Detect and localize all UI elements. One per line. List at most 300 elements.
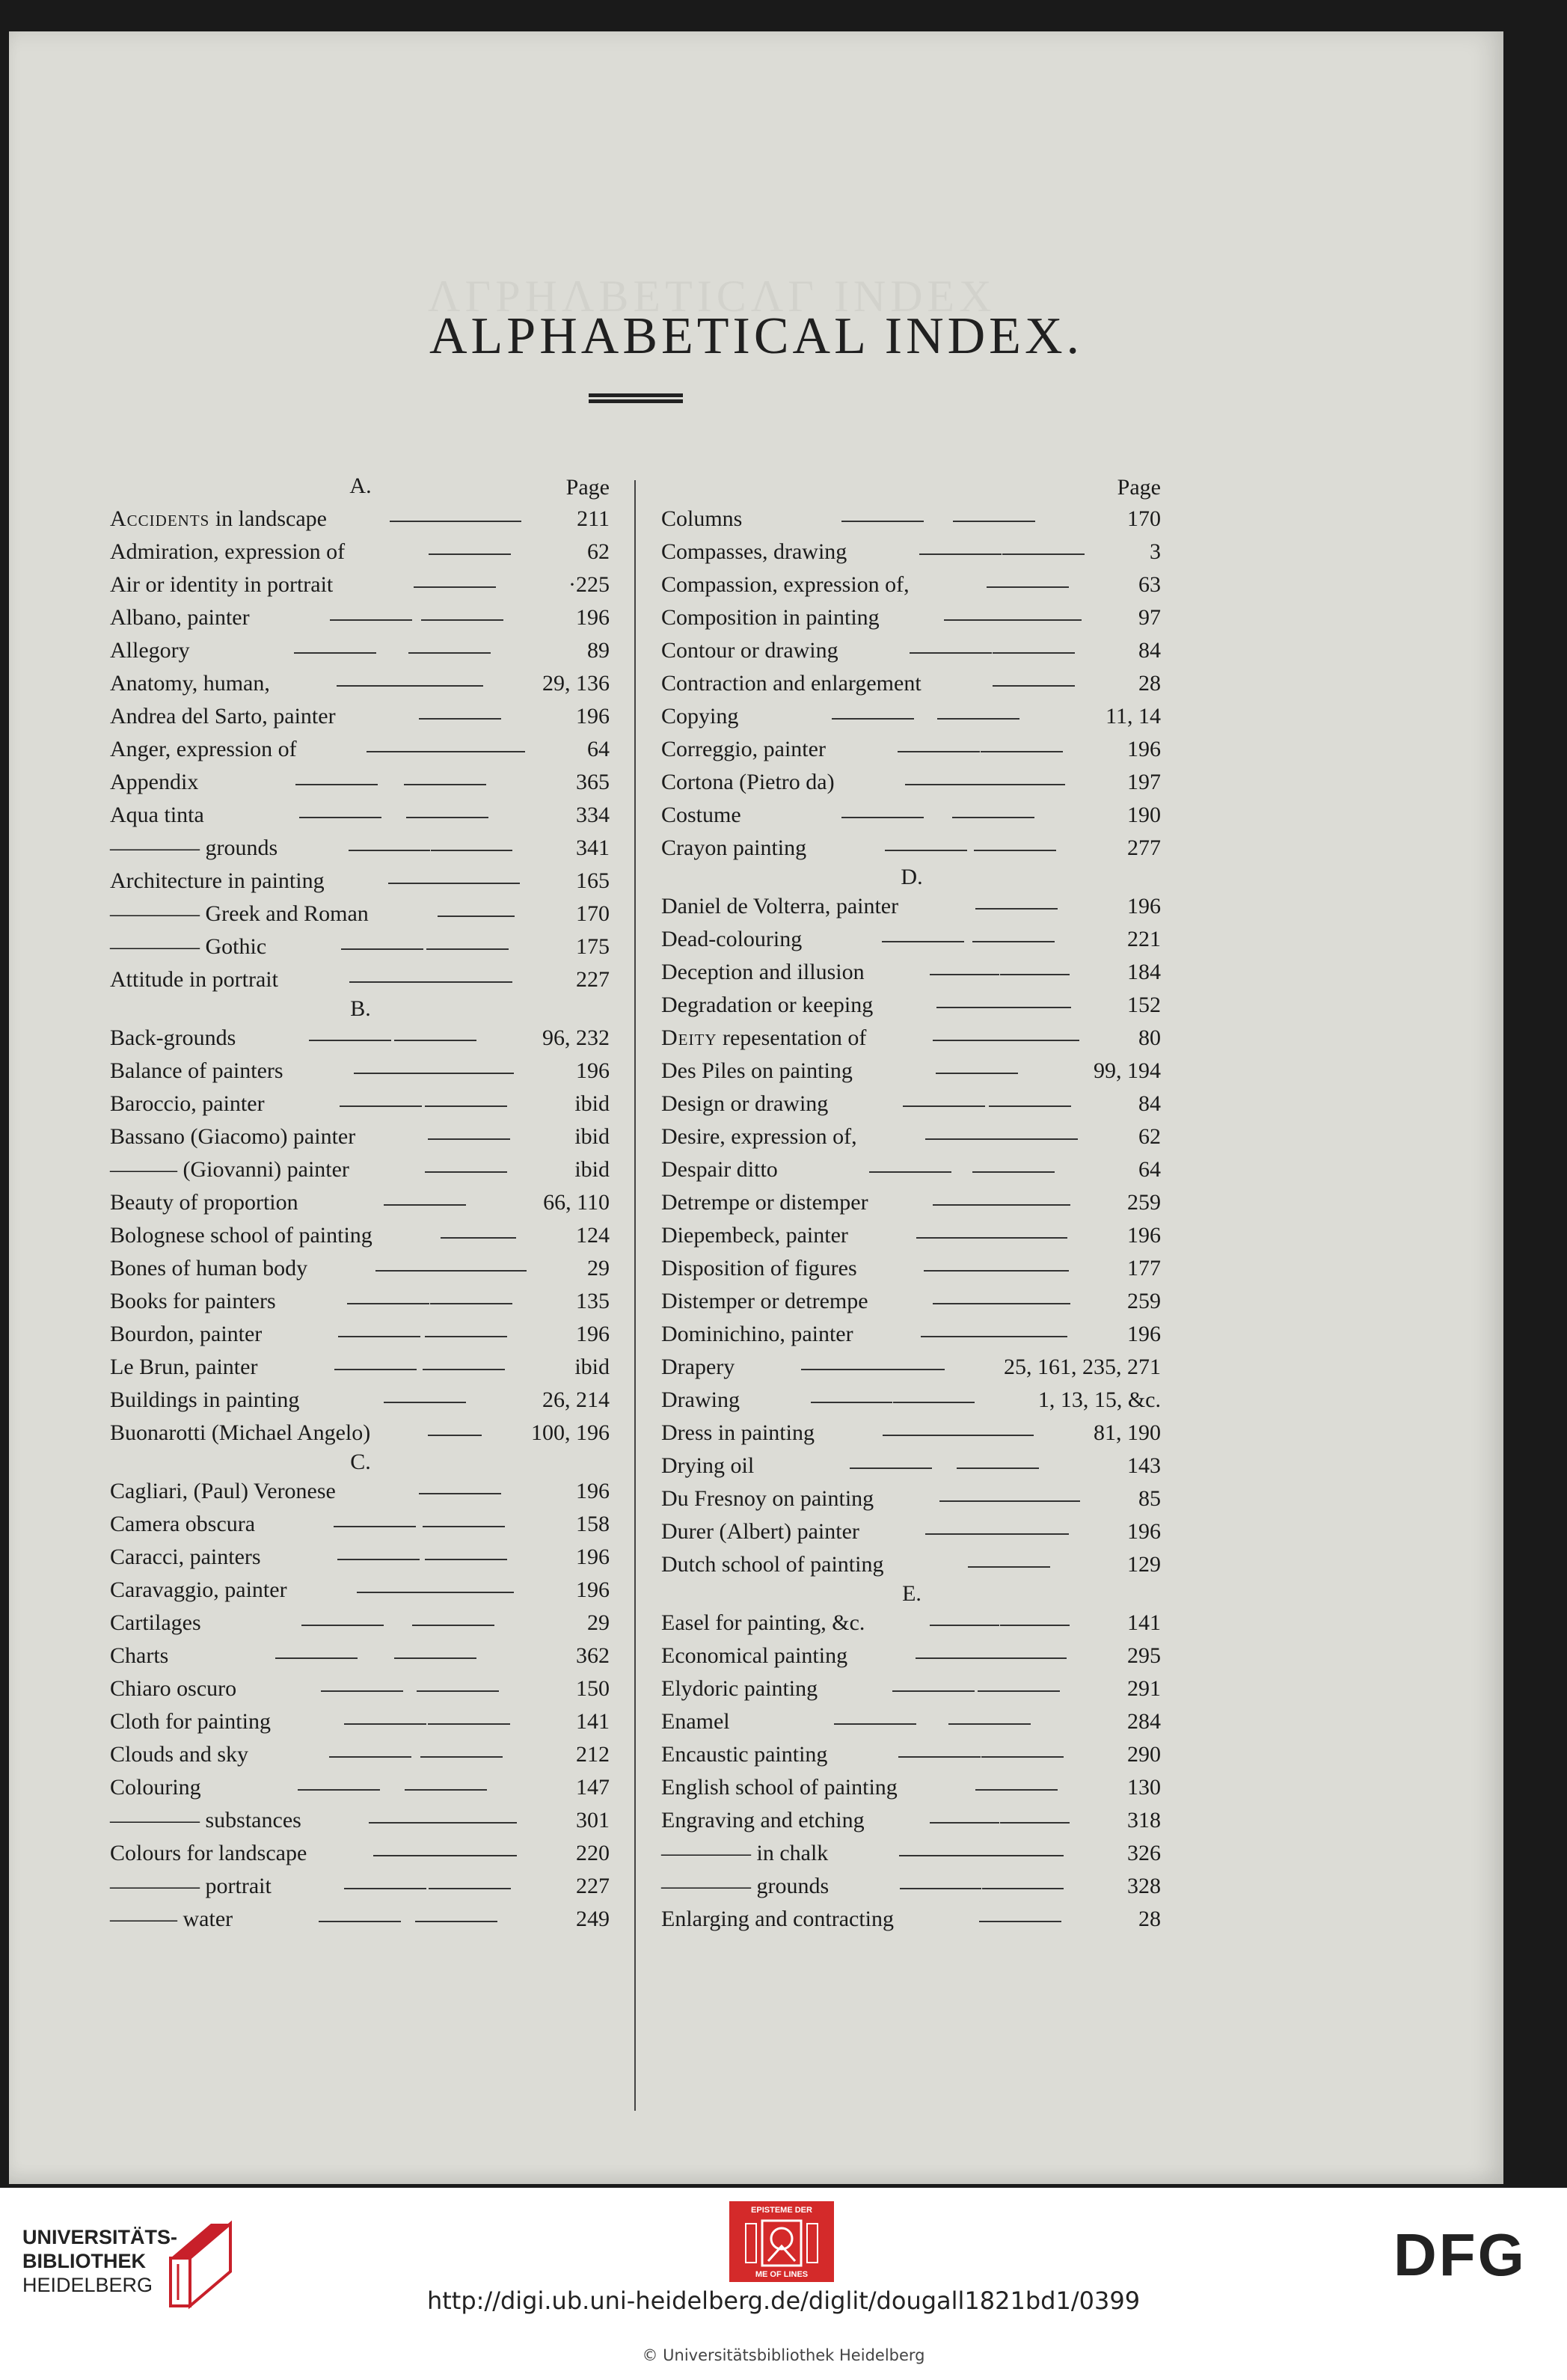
index-entry-page: 365 [576,770,610,794]
index-entry [654,1384,1170,1417]
index-entry [102,865,619,898]
index-entry-page: 196 [576,1479,610,1503]
index-entry [102,1252,619,1285]
leader-dash [944,619,1013,621]
index-entry-term: Diepembeck, painter [661,1223,848,1248]
index-entry-page: 334 [576,803,610,827]
leader-dash [438,915,515,917]
leader-dash [451,1270,527,1272]
index-entry-term: Anatomy, human, [110,671,270,696]
leader-dash [423,1369,505,1370]
index-entry-term: ——— (Giovanni) painter [110,1157,349,1182]
index-entry [102,1022,619,1055]
index-entry-page: 97 [1138,605,1161,630]
index-entry-page: 184 [1127,960,1161,984]
index-entry-page: 89 [587,638,610,663]
leader-dash [925,1533,997,1535]
index-entry-page: 221 [1127,927,1161,951]
index-entry-term: Easel for painting, &c. [661,1610,865,1635]
leader-dash [1004,1007,1071,1008]
index-entry-page: ibid [574,1091,610,1116]
index-entry-page: 63 [1138,572,1161,597]
leader-dash [423,1526,505,1527]
leader-dash [298,1789,380,1791]
index-entry [654,1903,1170,1936]
leader-dash [893,1402,975,1403]
leader-dash [349,850,430,851]
leader-dash [428,1723,510,1725]
leader-dash [910,652,992,654]
index-entry [654,1450,1170,1482]
leader-dash [412,1625,494,1626]
leader-dash [425,1171,507,1173]
index-entry [654,1837,1170,1870]
episteme-text-top: EPISTEME DER [751,2206,812,2215]
leader-dash [429,1888,511,1889]
leader-dash [301,1625,384,1626]
index-entry-term: Cagliari, (Paul) Veronese [110,1479,336,1503]
index-entry-page: 284 [1127,1709,1161,1734]
leader-dash [394,1657,476,1659]
leader-dash [1000,1625,1070,1626]
leader-dash [441,1237,516,1239]
leader-dash [338,1336,420,1337]
leader-dash [972,941,1055,942]
index-entry-page: 150 [576,1676,610,1701]
index-entry [102,1120,619,1153]
dfg-logo[interactable]: DFG [1393,2221,1527,2288]
leader-dash [841,817,924,818]
index-entry [654,503,1170,536]
library-name-line1: UNIVERSITÄTS- [22,2226,178,2248]
index-entry-term: Design or drawing [661,1091,829,1116]
index-entry-page: 291 [1127,1676,1161,1701]
leader-dash [419,1493,501,1494]
index-entry-term: Baroccio, painter [110,1091,265,1116]
leader-dash [417,1690,499,1692]
index-entry [102,634,619,667]
index-entry [654,1548,1170,1581]
index-entry-page: 227 [576,1874,610,1898]
index-entry-page: 220 [576,1841,610,1865]
index-entry-page: 85 [1138,1486,1161,1511]
leader-dash [344,1888,426,1889]
index-entry [654,568,1170,601]
index-entry-page: 196 [576,1058,610,1083]
index-entry-term: Economical painting [661,1643,848,1668]
leader-dash [1006,1040,1079,1041]
index-entry-term: Crayon painting [661,835,807,860]
column-divider [634,480,636,2111]
index-entry-term: Anger, expression of [110,737,297,761]
index-entry-term: Colouring [110,1775,201,1800]
index-entry [654,890,1170,923]
index-entry-term: Contour or drawing [661,638,838,663]
leader-dash [832,718,914,720]
index-entry-page: 196 [1127,1223,1161,1248]
leader-dash [329,1756,411,1758]
index-entry [654,733,1170,766]
index-entry [654,832,1170,865]
index-entry-term: Dutch school of painting [661,1552,884,1577]
leader-dash [930,1822,999,1824]
index-entry-page: 1, 13, 15, &c. [1037,1387,1161,1412]
index-entry-term: Enamel [661,1709,730,1734]
index-entry [654,536,1170,568]
index-entry-term: Caravaggio, painter [110,1577,287,1602]
index-entry [102,1219,619,1252]
leader-dash [421,619,503,621]
index-entry [654,1219,1170,1252]
leader-dash [446,751,525,752]
section-letter: A. [349,473,372,498]
leader-dash [454,883,520,884]
leader-dash [357,1592,435,1593]
index-entry-page: 196 [1127,894,1161,918]
leader-dash [972,1171,1055,1173]
leader-dash [295,784,378,785]
index-entry-page: 147 [576,1775,610,1800]
index-entry [654,1804,1170,1837]
leader-dash [975,908,1058,910]
leader-dash [834,1723,916,1725]
leader-dash [989,1105,1071,1107]
index-entry-page: 328 [1127,1874,1161,1898]
leader-dash [419,718,501,720]
leader-dash [898,751,980,752]
index-entry-term: Compassion, expression of, [661,572,910,597]
leader-dash [882,941,964,942]
index-entry-page: 170 [576,901,610,926]
index-entry [654,1705,1170,1738]
index-entry [102,1088,619,1120]
index-entry [654,1088,1170,1120]
index-entry [654,1252,1170,1285]
library-name-line2: BIBLIOTHEK [22,2250,146,2272]
index-entry [102,1384,619,1417]
copyright-notice: © Universitätsbibliothek Heidelberg [642,2346,925,2364]
leader-dash [974,850,1056,851]
index-entry-term: Contraction and enlargement [661,671,922,696]
index-entry [102,898,619,930]
index-entry [654,1417,1170,1450]
index-entry-page: 26, 214 [542,1387,610,1412]
index-entry [654,923,1170,956]
index-entry [654,1351,1170,1384]
index-entry [102,1508,619,1541]
leader-dash [425,1559,507,1560]
index-entry-term: Composition in painting [661,605,880,630]
index-entry-term: Cortona (Pietro da) [661,770,835,794]
leader-dash [425,1336,507,1337]
index-entry [102,1903,619,1936]
index-entry [654,1285,1170,1318]
index-entry-page: ibid [574,1355,610,1379]
leader-dash [334,1369,417,1370]
index-entry [102,503,619,536]
index-entry-term: Engraving and etching [661,1808,865,1832]
leader-dash [404,784,486,785]
index-entry-page: 143 [1127,1453,1161,1478]
index-entry-page: 196 [1127,737,1161,761]
leader-dash [430,1303,512,1304]
index-entry-page: 81, 190 [1094,1420,1161,1445]
index-entry [102,1318,619,1351]
index-entry-page: 362 [576,1643,610,1668]
index-entry-term: ———— in chalk [661,1841,829,1865]
index-entry-term: ———— portrait [110,1874,272,1898]
leader-dash [981,1855,1064,1856]
index-entry-term: Detrempe or distemper [661,1190,868,1215]
leader-dash [899,1855,981,1856]
index-entry [102,700,619,733]
index-entry-term: Daniel de Volterra, painter [661,894,899,918]
index-entry-term: Air or identity in portrait [110,572,334,597]
index-entry-page: 177 [1127,1256,1161,1281]
leader-dash [933,1303,1002,1304]
leader-dash [294,652,376,654]
leader-dash [369,1822,443,1824]
section-letter: E. [902,1581,922,1606]
index-entry-page: 62 [1138,1124,1161,1149]
leader-dash [994,1336,1067,1337]
index-entry [654,1607,1170,1640]
index-entry-page: 99, 194 [1094,1058,1161,1083]
leader-dash [869,1171,951,1173]
leader-dash [996,1270,1069,1272]
index-entry [102,667,619,700]
index-entry-page: 341 [576,835,610,860]
leader-dash [1000,1822,1070,1824]
leader-dash [905,784,985,785]
index-entry-term: Disposition of figures [661,1256,857,1281]
index-entry-page: 196 [576,1322,610,1346]
page-column-label: Page [1117,475,1161,500]
index-entry [654,1153,1170,1186]
leader-dash [425,1105,507,1107]
index-entry [654,634,1170,667]
index-entry [102,1870,619,1903]
leader-dash [384,1204,466,1206]
index-entry-term: Distemper or detrempe [661,1289,868,1313]
leader-dash [340,1105,422,1107]
leader-dash [394,1040,476,1041]
leader-dash [406,817,488,818]
index-entry-page: 96, 232 [542,1025,610,1050]
index-entry [102,1055,619,1088]
index-entry-page: 211 [577,506,610,531]
index-entry [654,601,1170,634]
index-entry-page: 165 [576,868,610,893]
leader-dash [957,1467,1039,1469]
index-entry-page: 84 [1138,638,1161,663]
index-entry-term: Clouds and sky [110,1742,249,1767]
index-entry-page: 326 [1127,1841,1161,1865]
leader-dash [933,1040,1006,1041]
page-column-label: Page [565,475,610,500]
index-entry [654,700,1170,733]
leader-dash [443,1822,517,1824]
index-entry [102,766,619,799]
index-entry-term: Allegory [110,638,190,663]
index-entry [654,1738,1170,1771]
index-entry-page: 28 [1138,1907,1161,1931]
leader-dash [936,1073,1018,1074]
index-entry-term: Camera obscura [110,1512,256,1536]
index-entry-term: ———— grounds [110,835,278,860]
leader-dash [873,1369,945,1370]
leader-dash [415,1921,497,1922]
leader-dash [1013,619,1082,621]
index-entry-term: Des Piles on painting [661,1058,853,1083]
index-entry-page: 196 [576,605,610,630]
index-entry-term: Buildings in painting [110,1387,300,1412]
index-entry-page: 124 [576,1223,610,1248]
index-entry [102,963,619,996]
index-entry-page: 196 [1127,1322,1161,1346]
index-entry-term: Correggio, painter [661,737,826,761]
index-entry-term: Beauty of proportion [110,1190,298,1215]
leader-dash [916,1237,992,1239]
index-entry-term: Enlarging and contracting [661,1907,895,1931]
leader-dash [979,1921,1061,1922]
index-entry-term: Cloth for painting [110,1709,271,1734]
leader-dash [992,1237,1067,1239]
index-entry [654,956,1170,989]
library-name-line3: HEIDELBERG [22,2274,153,2296]
leader-dash [354,1073,434,1074]
index-entry-page: ibid [574,1157,610,1182]
index-entry-term: Encaustic painting [661,1742,828,1767]
index-entry [102,930,619,963]
index-entry-page: ·225 [568,572,610,597]
page-title: ALPHABETICAL INDEX. [429,307,1083,365]
leader-dash [428,1435,482,1436]
leader-dash [993,685,1075,687]
index-entry-term: Chiaro oscuro [110,1676,237,1701]
index-entry [102,733,619,766]
leader-dash [337,685,410,687]
index-entry-term: ——— water [110,1907,233,1931]
section-letter: C. [350,1450,371,1474]
index-entry [102,1417,619,1450]
index-entry-smallcaps: Accidents [110,506,210,531]
index-entry-page: 100, 196 [531,1420,610,1445]
index-entry-term [110,503,327,536]
leader-dash [981,751,1063,752]
index-entry-term: Books for painters [110,1289,276,1313]
index-entry [102,1771,619,1804]
leader-dash [428,1138,510,1140]
leader-dash [431,981,512,983]
leader-dash [948,1723,1031,1725]
column-header [654,469,1170,503]
index-entry [102,536,619,568]
episteme-logo[interactable] [729,2201,834,2282]
index-entry-term: Aqua tinta [110,803,204,827]
index-entry-term: Dominichino, painter [661,1322,853,1346]
index-entry-term: Bones of human body [110,1256,308,1281]
index-entry-page: 277 [1127,835,1161,860]
index-entry [102,1738,619,1771]
index-entry-page: 29, 136 [542,671,610,696]
episteme-text-bottom: ME OF LINES [755,2270,809,2279]
index-entry-smallcaps: Deity [661,1025,717,1050]
leader-dash [885,850,967,851]
leader-dash [900,1888,981,1889]
leader-dash [1002,1138,1078,1140]
index-entry-page: ibid [574,1124,610,1149]
index-entry-page: 196 [576,704,610,729]
index-entry-term: Bourdon, painter [110,1322,263,1346]
leader-dash [801,1369,873,1370]
index-entry-term: Buonarotti (Michael Angelo) [110,1420,371,1445]
index-entry-page: 259 [1127,1190,1161,1215]
leader-dash [982,1888,1064,1889]
index-entry [102,1285,619,1318]
index-entry-term: Le Brun, painter [110,1355,258,1379]
section-letter: B. [350,996,371,1021]
index-entry-term: Copying [661,704,739,729]
index-entry [102,1351,619,1384]
leader-dash [408,652,491,654]
index-entry-page: 190 [1127,803,1161,827]
index-entry-page: 290 [1127,1742,1161,1767]
leader-dash [431,850,512,851]
index-entry-page: 64 [587,737,610,761]
index-entry [654,1318,1170,1351]
index-entry-page: 141 [576,1709,610,1734]
leader-dash [898,1756,981,1758]
index-entry-term: Drapery [661,1355,735,1379]
permalink-url[interactable]: http://digi.ub.uni-heidelberg.de/diglit/dougall1821bd1/0399 [426,2287,1141,2315]
leader-dash [968,1566,1050,1568]
leader-dash [937,718,1019,720]
index-entry [102,1153,619,1186]
index-entry-term: Cartilages [110,1610,201,1635]
index-entry-page: 29 [587,1610,610,1635]
index-entry-page: 196 [576,1577,610,1602]
leader-dash [309,1040,391,1041]
leader-dash [410,685,483,687]
index-entry [102,832,619,865]
index-entry [102,1705,619,1738]
column-header [102,469,619,503]
index-entry [654,1120,1170,1153]
leader-dash [373,1855,445,1856]
index-entry [654,799,1170,832]
index-entry [654,989,1170,1022]
leader-dash [997,1533,1069,1535]
index-entry [654,1022,1170,1055]
index-entry [102,1672,619,1705]
index-entry-rest: in landscape [209,506,327,531]
index-column-right [654,469,1170,1936]
leader-dash [952,817,1034,818]
leader-dash [850,1467,932,1469]
index-entry-term: Attitude in portrait [110,967,278,992]
footer-bar [0,2188,1567,2380]
index-entry-term: ———— Gothic [110,934,267,959]
index-entry [102,1640,619,1672]
index-entry-term: Bassano (Giacomo) painter [110,1124,356,1149]
index-entry-page: 259 [1127,1289,1161,1313]
index-entry-term: Architecture in painting [110,868,325,893]
leader-dash [426,948,509,950]
index-entry [654,1515,1170,1548]
index-entry-term: Degradation or keeping [661,993,874,1017]
index-entry-page: 196 [576,1545,610,1569]
